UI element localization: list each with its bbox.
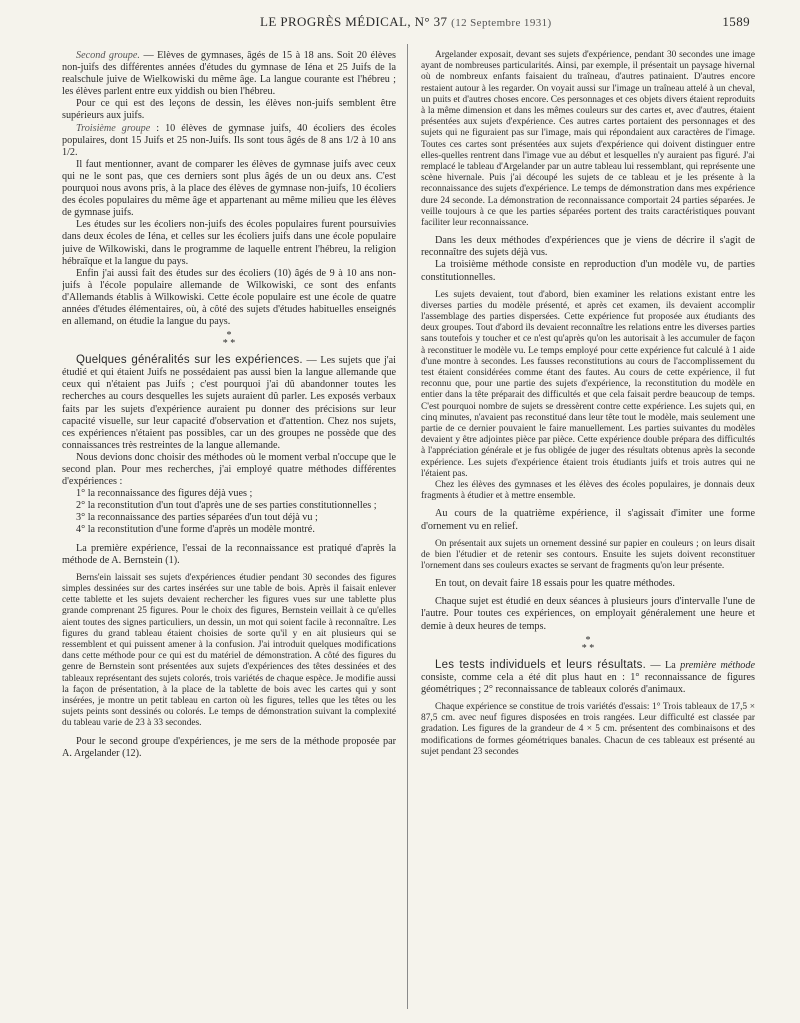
section-heading: Les tests individuels et leurs résultats. [435,658,647,671]
paragraph: On présentait aux sujets un ornement dessiné sur papier en couleurs ; on leurs disait de bien l'étudier et de retenir ses contours. Ensuite les sujets doivent reconstituer l'ornement dans ses couleurs exactes se servant de fragments qu'on leur présente. [421,538,755,572]
paragraph: Quelques généralités sur les expériences. — Les sujets que j'ai étudié et qui étaient Juifs ne possédaient pas aussi bien la langue allemande que ceux qui n'étaient pas Juifs ; c'est pourquoi j'ai dû abandonner toutes les recherches au cours desquelles les sujets auraient dû parler. Les exposés verbaux faits par les sujets d'expérience auraient pu donner des précisions sur leur capacité visuelle, sur leur capacité d'observation et d'attention. Chez nos sujets, ces expériences n'étaient pas possibles, car un des groupes ne possède que des connaissances très restreintes de la langue allemande. [62,354,396,451]
methods-list [62,488,396,536]
paragraph: Les tests individuels et leurs résultats. — La première méthode consiste, comme cela a été dit plus haut en : 1° reconnaissance de figures géométriques ; 2° reconnaissance de tableaux colorés d'animaux. [421,658,755,695]
list-item: 3° la reconnaissance des parties séparées d'un tout déjà vu ; [76,512,318,524]
section-heading: Quelques généralités sur les expériences. [76,354,303,367]
paragraph: Berns'ein laissait ses sujets d'expériences étudier pendant 30 secondes des figures simples dessinées sur des cartes insérées sur une table de bois. Après il faisait enlever cette tablette et les sujets devaient rechercher les figures vues sur une tablette plus grande comprenant 25 figures. Pour le choix des figures, Bernstein veillait à ce qu'elles aient toutes des signes particuliers, un dessin, un mot qui soient facile à reconnaître. Les figures du grand tableau étaient choisies de sorte qu'il y en ait plusieurs qui se ressemblent et qui puissent amener à la confusion. J'ai introduit quelques modifications dans cette méthode pour ce qui est du matériel de démonstration. A côté des figures du genre de Bernstein sont présentées aux sujets d'expériences des têtes dessinées et des tableaux représentant des sujets colorés, trois variétés de chaque espèce. Je modifie aussi la façon de présentation, à la place de la tablette de bois avec les cartes qui y sont insérées, je montre un petit tableau en carton où les figures, telles que les têtes ou les sujets peints sont dessinés ou colorés. Le temps de démonstration suivant la complexité du tableau varie de 23 à 33 secondes. [62,572,396,729]
paragraph: Argelander exposait, devant ses sujets d'expérience, pendant 30 secondes une image ayant de nombreuses particularités. Ainsi, par exemple, il présentait un paysage hivernal où de nombreux enfants faisaient du traîneau, d'autres patinaient. D'autres encore restaient autour à les regarder. On voyait aussi sur l'image un traîneau attelé à un cheval, un puits et d'autres choses encore. Ces personnages et ces objets divers étaient reproduits à la même dimension et dans les mêmes couleurs sur des cartes et, avec d'autres, étaient présentées aux sujets d'expérience. Ces autres cartes portaient des personnages et des sujets qui ne figuraient pas sur l'image, mais qui répondaient aux caractères de l'image. Toutes ces cartes sont présentées aux sujets d'expérience qui doivent distinguer entre elles-quelles rentrent dans l'image vue au début et lesquelles n'y auraient pas figuré. J'ai remplacé le tableau d'Argelander par un autre tableau lui ressemblant, qui représente une scène hivernale. Puis j'ai découpé les sujets de ce tableau et je les présente à la reconnaissance des sujets d'expérience. Le temps de démonstration dans mes expérience dure 24 seconde. La démonstration de reconnaissance comportait 24 parties séparées. Je veille toujours à ce que les parties séparées portent des traits caractéristiques pouvant faciliter leur reconnaissance. [421,50,755,229]
paragraph: La première expérience, l'essai de la reconnaissance est pratiqué d'après la méthode de A. Bernstein (1). [62,542,396,566]
paragraph: Chez les élèves des gymnases et les élèves des écoles populaires, je donnais deux fragments à étudier et à mettre ensemble. [421,480,755,502]
list-item: 2° la reconstitution d'un tout d'après une de ses parties constitutionnelles ; [76,500,377,512]
running-title [260,14,552,30]
paragraph: Enfin j'ai aussi fait des études sur des écoliers (10) âgés de 9 à 10 ans non-juifs à l'école populaire allemande de Wilkowiski, ce sont des enfants d'Allemands établis à Wilkowiski. Cette école populaire est une école de quatre années d'études élémentaires, où, à côté des sujets d'études habituelles enseignés en allemand, on étudie la langue du pays. [62,267,396,328]
group-label: Troisième groupe [76,122,151,134]
paragraph: Second groupe. — Elèves de gymnases, âgés de 15 à 18 ans. Soit 20 élèves non-juifs des différentes années d'études du gymnase de Iéna et 25 Juifs de la realschule juive de Wielkowiski du même âge. La langue courante est l'hébreu ; les élèves parlent entre eux yiddish ou bien l'hébreu. [62,50,396,98]
paragraph: Au cours de la quatrième expérience, il s'agissait d'imiter une forme d'ornement vu en relief. [421,508,755,532]
paragraph: Pour le second groupe d'expériences, je me sers de la méthode proposée par A. Argelander (12). [62,735,396,759]
paragraph: Dans les deux méthodes d'expériences que je viens de décrire il s'agit de reconnaître des sujets déjà vus. [421,235,755,259]
section-ornament: * * * [581,634,595,654]
right-column [421,50,755,1010]
issue-date: (12 Septembre 1931) [451,17,552,29]
paragraph: Pour ce qui est des leçons de dessin, les élèves non-juifs semblent être supérieurs aux juifs. [62,98,396,122]
list-item: 1° la reconnaissance des figures déjà vues ; [76,488,253,500]
paragraph: Chaque expérience se constitue de trois variétés d'essais: 1° Trois tableaux de 17,5 × 87,5 cm. avec neuf figures disposées en trois rangées. Leur difficulté est classée par gradation. Les figures de la grandeur de 4 × 5 cm. présentent des combinaisons et des modifications de formes géométriques banales. Chacun de ces tableaux est présenté au sujet pendant 23 secondes [421,701,755,757]
group-label: Second groupe. [76,50,140,61]
page-header [60,14,750,34]
paragraph: En tout, on devait faire 18 essais pour les quatre méthodes. [435,578,675,590]
paragraph: Nous devions donc choisir des méthodes où le moment verbal n'occupe que le second plan. Pour mes recherches, j'ai employé quatre méthodes différentes d'expériences : [62,451,396,488]
paragraph: Chaque sujet est étudié en deux séances à plusieurs jours d'intervalle l'une de l'autre. Pour toutes ces expériences, on employait généralement une heure et demie à deux heures de temps. [421,596,755,632]
list-item: 4° la reconstitution d'une forme d'après un modèle montré. [76,524,315,536]
paragraph: La troisième méthode consiste en reproduction d'un modèle vu, de parties constitutionnelles. [421,259,755,283]
column-divider [407,44,408,1009]
paragraph: Troisième groupe : 10 élèves de gymnase juifs, 40 écoliers des écoles populaires, dont 15 Juifs et 25 non-Juifs. Ils sont tous âgés de 8 ans 1/2 à 10 ans 1/2. [62,122,396,158]
section-ornament: * * * [222,330,236,350]
paragraph: Il faut mentionner, avant de comparer les élèves de gymnase juifs avec ceux qui ne le sont pas, que ces derniers sont plus âgés de un ou deux ans. C'est pourquoi nous avons pris, à la place des élèves de gymnase non-juifs, 10 écoliers des écoles populaires du même âge et appartenant au même milieu que les élèves de gymnase juifs. [62,158,396,219]
page-number: 1589 [722,14,750,29]
journal-title: LE PROGRÈS MÉDICAL, N° 37 [260,14,448,29]
paragraph: Les études sur les écoliers non-juifs des écoles populaires furent poursuivies dans deux écoles de Iéna, et celles sur les écoliers juifs dans une école populaire juive de Wilkowiski, dans le programme de laquelle entrent l'hébreu, la religion hébraïque et la langue du pays. [62,219,396,267]
left-column [62,50,396,1010]
paragraph: Les sujets devaient, tout d'abord, bien examiner les relations existant entre les diverses parties du modèle présenté, et après cet examen, ils devaient accomplir l'assemblage des parties dispersées. Cette expérience fut proposée aux étudiants des deux groupes. Tout d'abord ils devaient reconnaître les relations entre les diverses parties sans toutefois y toucher et ce n'est qu'après qu'on les autorisait à les accumuler de façon à reconstituer le modèle vu. Le temps employé pour cette expérience fut calculé à 1 aide d'une montre à secondes. Les fausses reconstitutions au cours de l'accomplissement du test étaient considérées comme étant des fautes. Au cours de cette expérience, il fut reconnu que, pour une partie des sujets d'expérience, la reconstitution du modèle en entier dans la tête préparait des difficultés et que cela faisait perdre beaucoup de temps. C'est pourquoi nombre de sujets se dressèrent contre cette expérience. Les sujets qui, en cinq minutes, n'avaient pas reconstitué dans leur tête tout le modèle, mais seulement une partie de ce dernier pouvaient le faire manuellement. Les parties suivantes du modèles devaient y être adjointes pièce par pièce. Cette expérience double prépara des difficultés à l'appréciation générale et je fus obligée de juger des résultats obtenus après la seconde expérience. Les sujets d'expérience étaient trois étudiants juifs et trois autres qui ne l'étaient pas. [421,289,755,479]
